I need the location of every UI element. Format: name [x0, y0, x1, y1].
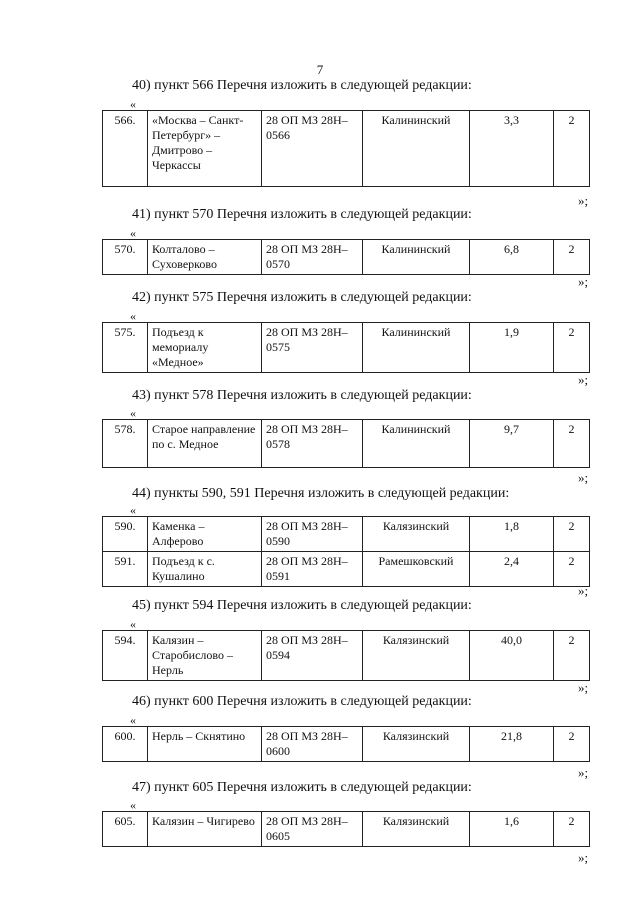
- cell-length: 6,8: [470, 240, 554, 275]
- cell-road-name: Нерль – Скнятино: [148, 727, 262, 762]
- cell-district: Калининский: [363, 323, 470, 373]
- cell-length: 1,6: [470, 812, 554, 847]
- table-row: [103, 111, 590, 187]
- cell-length: 21,8: [470, 727, 554, 762]
- cell-district: Калининский: [363, 111, 470, 187]
- table-row: [103, 631, 590, 681]
- cell-length: 1,8: [470, 517, 554, 552]
- entry-table: [102, 811, 590, 847]
- close-quote: »;: [578, 850, 589, 865]
- cell-district: Калязинский: [363, 631, 470, 681]
- cell-road-name: Колталово – Суховерково: [148, 240, 262, 275]
- section-heading: 42) пункт 575 Перечня изложить в следующей редакции:: [132, 290, 472, 305]
- cell-district: Калининский: [363, 240, 470, 275]
- open-quote: «: [130, 503, 136, 517]
- cell-category: 2: [554, 111, 590, 187]
- cell-district: Калининский: [363, 420, 470, 468]
- open-quote: «: [130, 798, 136, 812]
- cell-category: 2: [554, 812, 590, 847]
- cell-road-name: Подъезд к с. Кушалино: [148, 552, 262, 587]
- cell-number: 570.: [103, 240, 148, 275]
- cell-number: 566.: [103, 111, 148, 187]
- cell-length: 40,0: [470, 631, 554, 681]
- cell-district: Калязинский: [363, 517, 470, 552]
- close-quote: »;: [578, 470, 589, 485]
- open-quote: «: [130, 309, 136, 323]
- section-heading: 45) пункт 594 Перечня изложить в следующей редакции:: [132, 598, 472, 613]
- section-heading: 46) пункт 600 Перечня изложить в следующей редакции:: [132, 694, 472, 709]
- cell-road-code: 28 ОП МЗ 28Н–0566: [262, 111, 363, 187]
- cell-number: 578.: [103, 420, 148, 468]
- cell-category: 2: [554, 240, 590, 275]
- entry-table: [102, 322, 590, 373]
- cell-number: 590.: [103, 517, 148, 552]
- section-heading: 43) пункт 578 Перечня изложить в следующей редакции:: [132, 388, 472, 403]
- close-quote: »;: [578, 583, 589, 598]
- table-row: [103, 552, 590, 587]
- cell-number: 591.: [103, 552, 148, 587]
- close-quote: »;: [578, 680, 589, 695]
- section-heading: 41) пункт 570 Перечня изложить в следующей редакции:: [132, 207, 472, 222]
- cell-road-name: «Москва – Санкт-Петербург» – Дмитрово – Черкассы: [148, 111, 262, 187]
- section-heading: 47) пункт 605 Перечня изложить в следующей редакции:: [132, 780, 472, 795]
- close-quote: »;: [578, 193, 589, 208]
- cell-district: Рамешковский: [363, 552, 470, 587]
- section-heading: 40) пункт 566 Перечня изложить в следующей редакции:: [132, 78, 472, 93]
- open-quote: «: [130, 226, 136, 240]
- cell-road-code: 28 ОП МЗ 28Н–0591: [262, 552, 363, 587]
- open-quote: «: [130, 97, 136, 111]
- cell-length: 1,9: [470, 323, 554, 373]
- cell-length: 3,3: [470, 111, 554, 187]
- cell-district: Калязинский: [363, 727, 470, 762]
- table-row: [103, 420, 590, 468]
- open-quote: «: [130, 617, 136, 631]
- section-heading: 44) пункты 590, 591 Перечня изложить в следующей редакции:: [132, 486, 510, 501]
- cell-road-name: Калязин – Чигирево: [148, 812, 262, 847]
- open-quote: «: [130, 713, 136, 727]
- table-row: [103, 240, 590, 275]
- entry-table: [102, 516, 590, 587]
- close-quote: »;: [578, 274, 589, 289]
- table-row: [103, 727, 590, 762]
- cell-road-code: 28 ОП МЗ 28Н–0575: [262, 323, 363, 373]
- cell-category: 2: [554, 631, 590, 681]
- cell-road-code: 28 ОП МЗ 28Н–0605: [262, 812, 363, 847]
- entry-table: [102, 110, 590, 187]
- open-quote: «: [130, 406, 136, 420]
- cell-road-name: Калязин – Старобислово – Нерль: [148, 631, 262, 681]
- cell-category: 2: [554, 552, 590, 587]
- close-quote: »;: [578, 765, 589, 780]
- cell-number: 594.: [103, 631, 148, 681]
- cell-road-name: Старое направление по с. Медное: [148, 420, 262, 468]
- cell-road-name: Подъезд к мемориалу «Медное»: [148, 323, 262, 373]
- table-row: [103, 812, 590, 847]
- cell-category: 2: [554, 420, 590, 468]
- cell-number: 600.: [103, 727, 148, 762]
- cell-category: 2: [554, 727, 590, 762]
- close-quote: »;: [578, 372, 589, 387]
- table-row: [103, 323, 590, 373]
- cell-road-code: 28 ОП МЗ 28Н–0570: [262, 240, 363, 275]
- cell-category: 2: [554, 517, 590, 552]
- cell-road-code: 28 ОП МЗ 28Н–0594: [262, 631, 363, 681]
- entry-table: [102, 419, 590, 468]
- cell-length: 9,7: [470, 420, 554, 468]
- cell-road-name: Каменка – Алферово: [148, 517, 262, 552]
- cell-road-code: 28 ОП МЗ 28Н–0600: [262, 727, 363, 762]
- cell-category: 2: [554, 323, 590, 373]
- cell-length: 2,4: [470, 552, 554, 587]
- cell-number: 605.: [103, 812, 148, 847]
- entry-table: [102, 726, 590, 762]
- cell-district: Калязинский: [363, 812, 470, 847]
- cell-road-code: 28 ОП МЗ 28Н–0578: [262, 420, 363, 468]
- entry-table: [102, 630, 590, 681]
- page-number: 7: [316, 62, 324, 77]
- cell-road-code: 28 ОП МЗ 28Н–0590: [262, 517, 363, 552]
- table-row: [103, 517, 590, 552]
- cell-number: 575.: [103, 323, 148, 373]
- entry-table: [102, 239, 590, 275]
